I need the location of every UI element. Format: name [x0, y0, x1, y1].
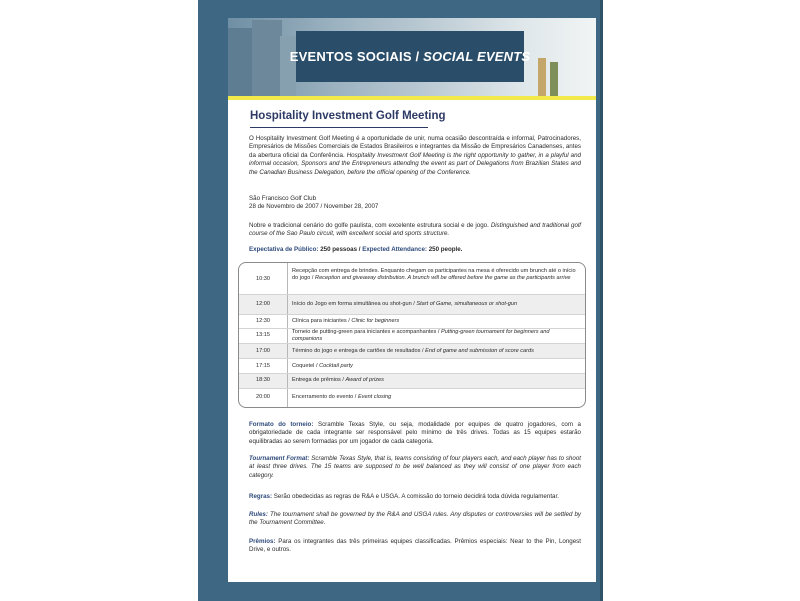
venue-block: [249, 195, 581, 212]
schedule-time: 20:00: [256, 394, 270, 400]
attendance-value-pt: 250 pessoas /: [320, 246, 361, 253]
venue-description: [249, 222, 581, 239]
intro-paragraph: [249, 135, 581, 177]
schedule-time: 17:00: [256, 348, 270, 354]
schedule-description: Encerramento do evento / Event closing: [292, 394, 392, 400]
schedule-description: Término do jogo e entrega de cartões de resultados / End of game and submission of score cards: [292, 348, 534, 354]
intro-en: Hospitality Investment Golf Meeting is the right opportunity to gather, in a playful and informal occasion, Sponsors and the Entrepreneurs attending the event as part of Delegations from Brazilian States and the Canadian Business Delegation, before the official opening of the Conference.: [249, 151, 581, 176]
rules-pt-text: Serão obedecidas as regras de R&A e USGA. A comissão do torneio decidirá toda dúvida regulamentar.: [273, 493, 559, 500]
schedule-description: Torneio de putting-green para iniciantes e acompanhantes / Putting-green tournament for beginners and companions: [292, 329, 550, 342]
format-pt-label: Formato do torneio:: [249, 421, 314, 428]
rules-en-text: The tournament shall be governed by the R&A and USGA rules. Any disputes or controversies will be settled by the Tournament Committee.: [249, 511, 581, 527]
format-en-paragraph: [249, 455, 581, 480]
venue-desc-en: Distinguished and traditional golf course of the Sao Paulo circuit, with excellent social and sports structure.: [249, 222, 581, 238]
rules-pt-label: Regras:: [249, 493, 273, 500]
schedule-description: Recepção com entrega de brindes. Enquanto chegam os participantes na mesa é oferecido um brunch até o início do jogo / Reception and giveaway distribution. A brunch will be offered before the game as the participants arrive: [292, 268, 576, 281]
format-en-label: Tournament Format:: [249, 455, 310, 462]
schedule-time: 17:15: [256, 363, 270, 369]
prizes-label: Prêmios:: [249, 538, 276, 545]
prizes-paragraph: [249, 538, 581, 555]
section-header-banner: [289, 31, 531, 82]
attendance-label-en: Expected Attendance:: [362, 246, 427, 253]
rules-en-label: Rules:: [249, 511, 268, 518]
venue-name: São Francisco Golf Club: [249, 195, 317, 202]
rules-en-paragraph: [249, 511, 581, 528]
schedule-time: 12:00: [256, 301, 270, 307]
schedule-description: Entrega de prêmios / Award of prizes: [292, 377, 384, 383]
frame-edge: [600, 0, 603, 601]
schedule-time: 13:15: [256, 332, 270, 338]
format-pt-paragraph: [249, 421, 581, 446]
section-header-title: EVENTOS SOCIAIS / SOCIAL EVENTS: [289, 49, 531, 64]
venue-date: 28 de Novembro de 2007 / November 28, 2007: [249, 203, 379, 211]
format-en-text: Scramble Texas Style, that is, teams consisting of four players each, and each player has to shoot at least three drives. The 15 teams are supposed to be well balanced as they will consist of one player from each category.: [249, 455, 581, 479]
schedule-table: [238, 262, 586, 408]
venue-desc-pt: Nobre e tradicional cenário do golfe paulista, com excelente estrutura social e de jogo.: [249, 222, 489, 229]
schedule-time: 18:30: [256, 377, 270, 383]
accent-rule: [228, 96, 596, 100]
attendance-value-en: 250 people.: [428, 246, 463, 253]
format-pt-text: Scramble Texas Style, ou seja, modalidade por equipes de quatro jogadores, com a obrigatoriedade de cada integrante ser responsável pelo mínimo de três drives. Todas as 15 equipes estarão equilibradas ao serem formadas por um jogador de cada categoria.: [249, 421, 581, 445]
schedule-time: 12:30: [256, 318, 270, 324]
schedule-description: Coquetel / Cocktail party: [292, 363, 353, 369]
prizes-text: Para os integrantes das três primeiras equipes classificadas. Prêmios especiais: Near to the Pin, Longest Drive, e outros.: [249, 538, 581, 554]
attendance-label-pt: Expectativa de Público:: [249, 246, 319, 253]
intro-pt: O Hospitality Investment Golf Meeting é a oportunidade de unir, numa ocasião descontraída e informal, Patrocinadores, Empresários de Missões Comerciais de Estados Brasileiros e integrantes da Missão de Empresários Canadenses, antes da abertura oficial da Conferência.: [249, 135, 581, 159]
schedule-description: Clínica para iniciantes / Clinic for beginners: [292, 318, 400, 324]
attendance-line: [249, 246, 581, 254]
page-title: Hospitality Investment Golf Meeting: [250, 110, 446, 122]
title-underline: [250, 127, 428, 128]
schedule-description: Início do Jogo em forma simultânea ou shot-gun / Start of Game, simultaneous or shot-gun: [292, 301, 518, 307]
schedule-time: 10:30: [256, 276, 270, 282]
rules-pt-paragraph: [249, 493, 581, 501]
